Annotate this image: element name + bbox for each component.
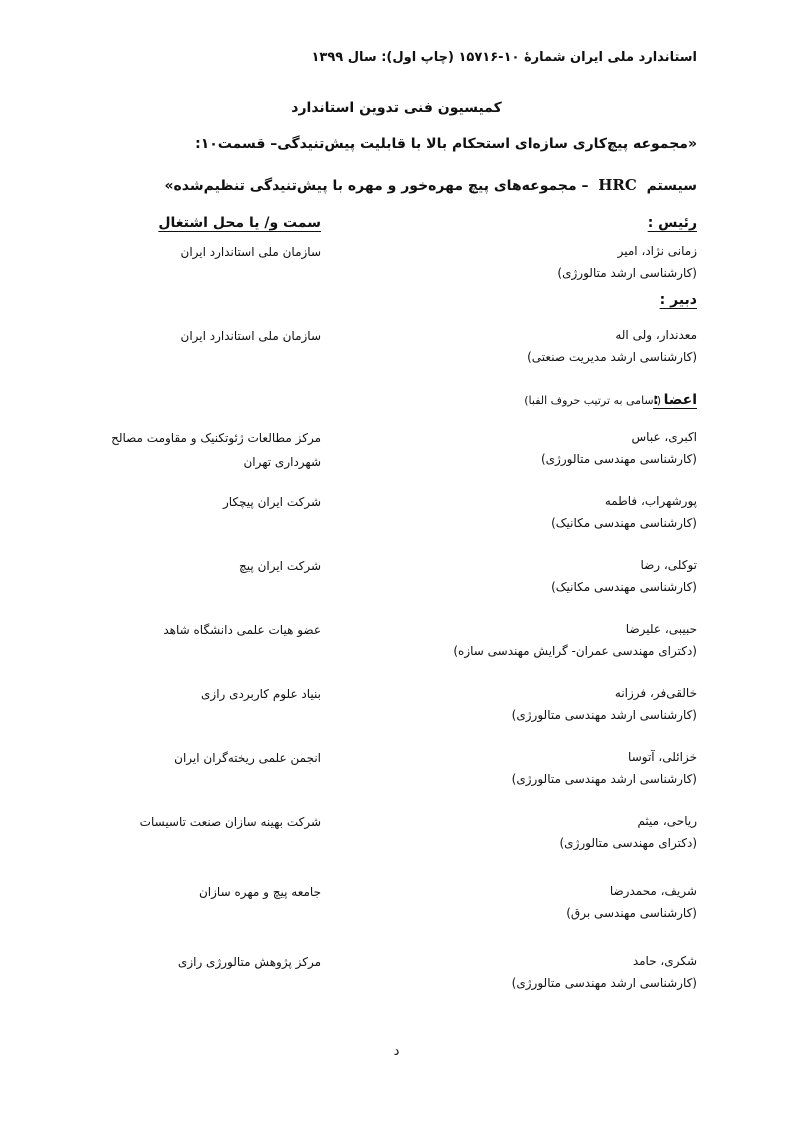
members-order-note: (اسامی به ترتیب حروف الفبا) xyxy=(524,394,661,407)
title-system-word: سیستم xyxy=(646,178,697,194)
member-name: خزائلی، آتوسا xyxy=(628,750,697,764)
member-degree: (کارشناسی ارشد مهندسی متالورژی) xyxy=(511,976,697,990)
standard-title-line1: «مجموعه پیچ‌کاری سازه‌ای استحکام بالا با قابلیت پیش‌تنیدگی– قسمت‌۱۰: xyxy=(195,136,697,152)
chair-name: زمانی نژاد، امیر xyxy=(617,244,697,258)
member-org: انجمن علمی ریخته‌گران ایران xyxy=(174,751,321,765)
member-name: خالقی‌فر، فرزانه xyxy=(614,686,697,700)
member-name: پورشهراب، فاطمه xyxy=(604,494,697,508)
member-name: اکبری، عباس xyxy=(631,430,697,444)
member-org: مرکز مطالعات ژئوتکنیک و مقاومت مصالح xyxy=(111,431,321,445)
member-org: شرکت بهینه سازان صنعت تاسیسات xyxy=(139,815,321,829)
secretary-name: معدندار، ولی اله xyxy=(615,328,697,342)
member-name: شکری، حامد xyxy=(632,954,697,968)
member-name: توکلی، رضا xyxy=(640,558,697,572)
member-degree: (کارشناسی ارشد مهندسی متالورژی) xyxy=(511,708,697,722)
position-column-header: سمت و/ یا محل اشتغال xyxy=(158,215,321,231)
member-org: عضو هیات علمی دانشگاه شاهد xyxy=(163,623,321,637)
member-org: بنیاد علوم کاربردی رازی xyxy=(201,687,321,701)
member-org: شرکت ایران پیچکار xyxy=(222,495,321,509)
secretary-label: دبیر : xyxy=(659,292,697,308)
secretary-degree: (کارشناسی ارشد مدیریت صنعتی) xyxy=(527,350,697,364)
members-label: اعضا : xyxy=(653,392,697,408)
member-org: جامعه پیچ و مهره سازان xyxy=(198,885,321,899)
page-number: د xyxy=(393,1044,400,1059)
member-degree: (کارشناسی مهندسی مکانیک) xyxy=(551,580,697,594)
member-org: شرکت ایران پیچ xyxy=(239,559,321,573)
chair-org: سازمان ملی استاندارد ایران xyxy=(180,245,321,259)
member-org: مرکز پژوهش متالورژی رازی xyxy=(177,955,321,969)
title-suffix: – مجموعه‌های پیچ مهره‌خور و مهره با پیش‌تنیدگی تنظیم‌شده» xyxy=(164,178,589,194)
member-degree: (کارشناسی ارشد مهندسی متالورژی) xyxy=(511,772,697,786)
member-degree: (کارشناسی مهندسی مکانیک) xyxy=(551,516,697,530)
member-name: شریف، محمدرضا xyxy=(609,884,697,898)
member-degree: (دکترای مهندسی متالورژی) xyxy=(559,836,697,850)
member-name: ریاحی، میثم xyxy=(637,814,697,828)
chair-label: رئیس : xyxy=(647,215,697,231)
member-degree: (کارشناسی مهندسی برق) xyxy=(566,906,697,920)
title-hrc: HRC xyxy=(598,176,637,194)
chair-degree: (کارشناسی ارشد متالورژی) xyxy=(557,266,697,280)
standard-title-line2 xyxy=(164,176,697,194)
secretary-org: سازمان ملی استاندارد ایران xyxy=(180,329,321,343)
member-name: حبیبی، علیرضا xyxy=(625,622,697,636)
standard-header: استاندارد ملی ایران شمارۀ ۱۰-۱۵۷۱۶ (چاپ اول): سال ۱۳۹۹ xyxy=(311,50,697,65)
member-degree: (دکترای مهندسی عمران- گرایش مهندسی سازه) xyxy=(453,644,697,658)
committee-title: کمیسیون فنی تدوین استاندارد xyxy=(291,100,502,116)
member-degree: (کارشناسی مهندسی متالورژی) xyxy=(540,452,697,466)
member-org-line2: شهرداری تهران xyxy=(243,455,321,469)
